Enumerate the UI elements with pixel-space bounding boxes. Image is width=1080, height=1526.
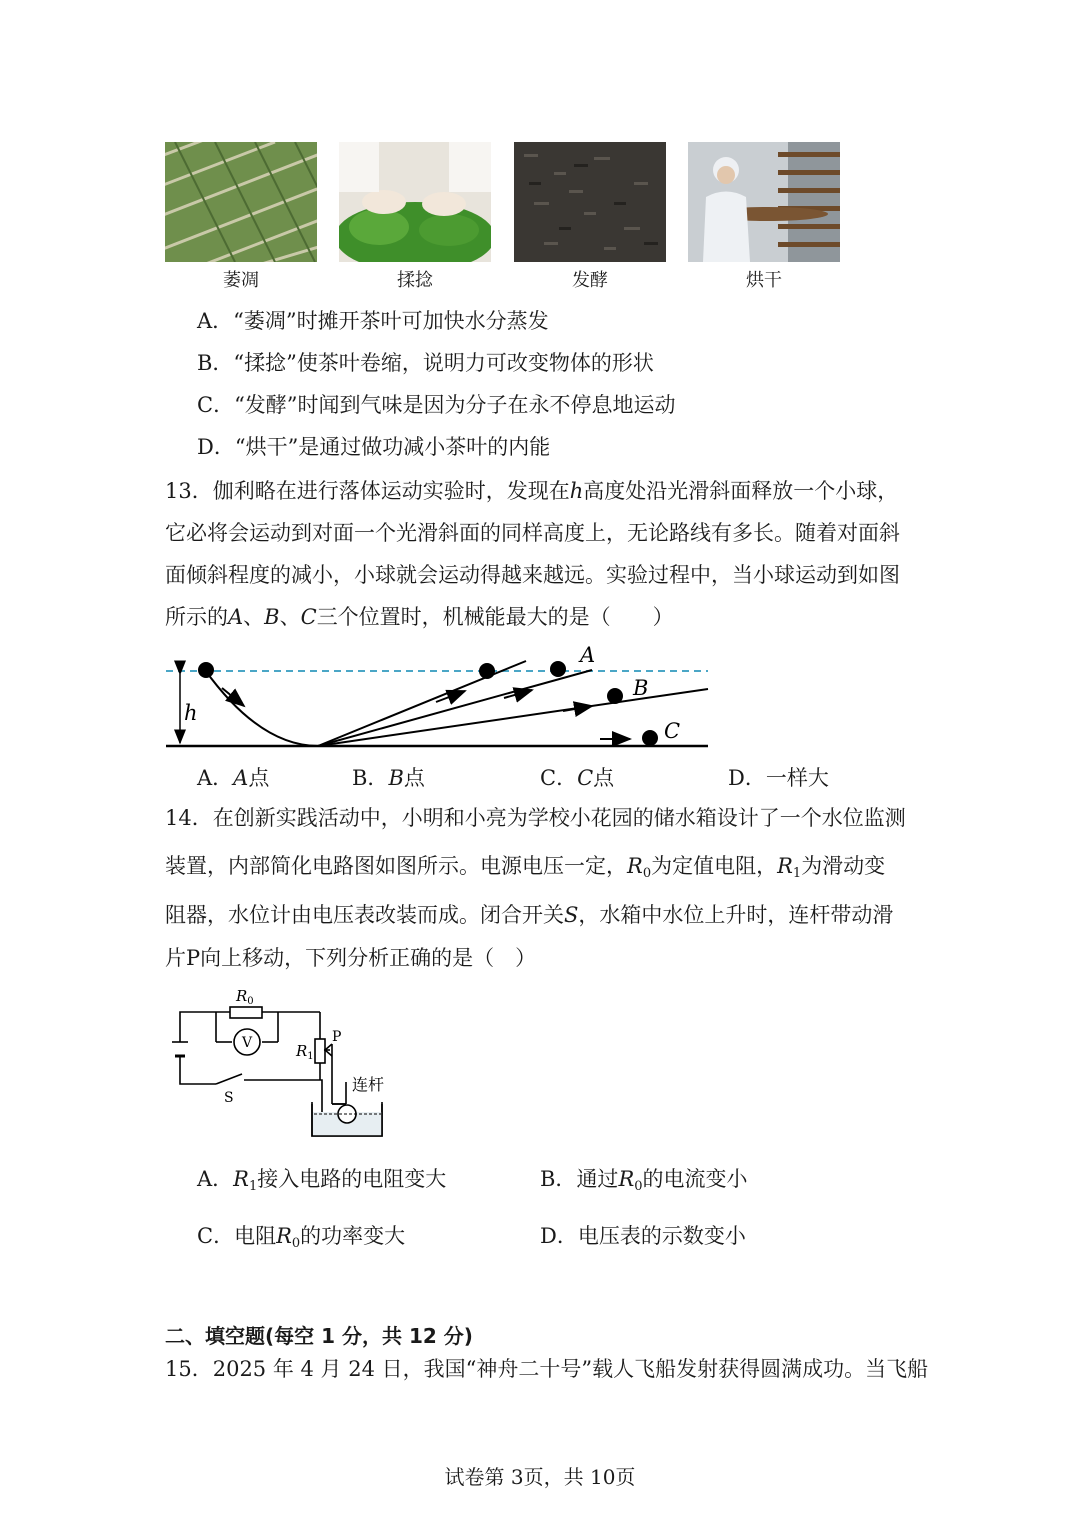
var-sub: 1 bbox=[792, 866, 802, 881]
option-text: 的电流变小 bbox=[642, 1167, 748, 1191]
q14-stem-text: 阻器，水位计由电压表改装而成。闭合开关 bbox=[165, 903, 564, 927]
option-letter: B． bbox=[352, 766, 389, 790]
q14-option-c bbox=[197, 1220, 405, 1251]
option-text: 通过 bbox=[576, 1167, 619, 1191]
q13-stem-line3: 面倾斜程度的减小，小球就会运动得越来越远。实验过程中，当小球运动到如图 bbox=[165, 563, 900, 587]
q14-option-a bbox=[197, 1163, 446, 1194]
q13-stem-line4 bbox=[165, 602, 674, 632]
photo-caption-roll: 揉捻 bbox=[397, 270, 433, 291]
option-text: 点 bbox=[248, 766, 270, 790]
slope-a bbox=[318, 670, 592, 746]
rheostat-r1 bbox=[315, 1039, 325, 1063]
option-letter: C． bbox=[540, 766, 578, 790]
tea-fermenting-photo bbox=[514, 142, 666, 262]
q14-stem-line1: 14．在创新实践活动中，小明和小亮为学校小花园的储水箱设计了一个水位监测 bbox=[165, 806, 906, 830]
photo-caption-dry: 烘干 bbox=[746, 270, 782, 291]
option-letter: C． bbox=[197, 1224, 235, 1248]
q13-stem-text: 13．伽利略在进行落体运动实验时，发现在 bbox=[165, 479, 570, 503]
q13-stem-text: 、 bbox=[279, 605, 301, 629]
section-heading: 二、填空题(每空 1 分，共 12 分) bbox=[165, 1324, 473, 1348]
option-text: 电阻 bbox=[234, 1224, 277, 1248]
var-sub: 0 bbox=[642, 866, 652, 881]
slope-a-steep bbox=[318, 661, 526, 746]
left-curved-slope bbox=[205, 670, 318, 746]
option-text: 一样大 bbox=[765, 766, 829, 790]
option-letter: B． bbox=[540, 1167, 577, 1191]
q13-stem-text: 三个位置时，机械能最大的是（ ） bbox=[316, 605, 674, 629]
position-a-label: A bbox=[580, 643, 596, 667]
q14-stem-text: 装置，内部简化电路图如图所示。电源电压一定， bbox=[165, 854, 627, 878]
q14-stem-text: 为定值电阻， bbox=[651, 854, 778, 878]
ball-c bbox=[642, 730, 658, 746]
slider-p-label: P bbox=[332, 1029, 342, 1045]
option-letter: D． bbox=[728, 766, 766, 790]
switch-s bbox=[216, 1074, 242, 1084]
incline-figure bbox=[160, 640, 720, 755]
page-footer: 试卷第 3页，共 10页 bbox=[444, 1465, 636, 1489]
q13-var-a: A bbox=[228, 605, 244, 629]
option-letter: A． bbox=[197, 766, 234, 790]
option-letter: A． bbox=[197, 1167, 234, 1191]
ball-start bbox=[198, 662, 214, 678]
q13-var-h: h bbox=[569, 479, 584, 503]
q13-stem-text: 高度处沿光滑斜面释放一个小球， bbox=[583, 479, 899, 503]
q13-var-b: B bbox=[264, 605, 280, 629]
q14-option-d: D．电压表的示数变小 bbox=[540, 1224, 746, 1248]
r1-label: $R_1$ bbox=[296, 1042, 314, 1062]
q12-option-a: A．“萎凋”时摊开茶叶可加快水分蒸发 bbox=[197, 309, 549, 333]
var-sub: 0 bbox=[291, 1236, 301, 1251]
voltmeter-label: V bbox=[242, 1035, 253, 1051]
tea-rolling-photo bbox=[339, 142, 491, 262]
var-sub: 0 bbox=[634, 1179, 643, 1194]
ball-a-steep bbox=[479, 663, 495, 679]
option-text: 点 bbox=[593, 766, 615, 790]
q14-stem-text: 为滑动变 bbox=[801, 854, 886, 878]
q13-option-d bbox=[728, 762, 829, 792]
rod-label: 连杆 bbox=[352, 1075, 385, 1094]
q12-option-c: C．“发酵”时闻到气味是因为分子在永不停息地运动 bbox=[197, 393, 676, 417]
var-r: R bbox=[627, 854, 643, 878]
q14-stem-line4: 片P向上移动，下列分析正确的是（ ） bbox=[165, 946, 537, 970]
var-s: S bbox=[564, 903, 579, 927]
var-sub: 1 bbox=[248, 1179, 258, 1194]
option-text: 的功率变大 bbox=[300, 1224, 406, 1248]
var-r: R bbox=[233, 1167, 249, 1191]
q13-var-c: C bbox=[300, 605, 317, 629]
var-r: R bbox=[777, 854, 793, 878]
option-text: 点 bbox=[403, 766, 425, 790]
var-r: R bbox=[276, 1224, 292, 1248]
wire bbox=[180, 1056, 216, 1084]
tea-drying-photo bbox=[688, 142, 840, 262]
position-c-label: C bbox=[664, 719, 681, 743]
photo-caption-wither: 萎凋 bbox=[223, 270, 259, 291]
photo-caption-ferment: 发酵 bbox=[572, 270, 608, 291]
q13-stem-line2: 它必将会运动到对面一个光滑斜面的同样高度上，无论路线有多长。随着对面斜 bbox=[165, 521, 900, 545]
q14-stem-text: ，水箱中水位上升时，连杆带动滑 bbox=[578, 903, 894, 927]
q13-stem-line1 bbox=[165, 476, 898, 506]
var-r: R bbox=[618, 1167, 635, 1191]
tea-field-photo bbox=[165, 142, 317, 262]
q13-stem-text: 所示的 bbox=[165, 605, 228, 629]
switch-s-label: S bbox=[224, 1090, 234, 1106]
q14-stem-line2 bbox=[165, 851, 885, 889]
option-var: B bbox=[388, 766, 404, 790]
circuit-diagram bbox=[160, 984, 400, 1144]
q12-option-d: D．“烘干”是通过做功减小茶叶的内能 bbox=[197, 435, 551, 459]
h-label: h bbox=[184, 701, 198, 725]
resistor-r0 bbox=[230, 1007, 262, 1018]
position-b-label: B bbox=[633, 676, 649, 700]
q12-option-b: B．“揉捻”使茶叶卷缩，说明力可改变物体的形状 bbox=[197, 351, 654, 375]
option-var: C bbox=[577, 766, 594, 790]
q13-stem-text: 、 bbox=[243, 605, 265, 629]
q14-stem-line3 bbox=[165, 900, 893, 930]
q13-option-b bbox=[352, 762, 425, 792]
q13-option-c bbox=[540, 762, 614, 792]
q13-option-a bbox=[197, 762, 269, 792]
option-var: A bbox=[233, 766, 249, 790]
option-text: 接入电路的电阻变大 bbox=[257, 1167, 447, 1191]
ball-a bbox=[550, 661, 566, 677]
q14-option-b bbox=[540, 1163, 748, 1194]
motion-arrow bbox=[563, 706, 592, 711]
q15-stem-line1: 15．2025 年 4 月 24 日，我国“神舟二十号”载人飞船发射获得圆满成功。当飞船 bbox=[165, 1357, 929, 1381]
ball-b bbox=[607, 688, 623, 704]
r0-label: $R_0$ bbox=[236, 987, 254, 1007]
